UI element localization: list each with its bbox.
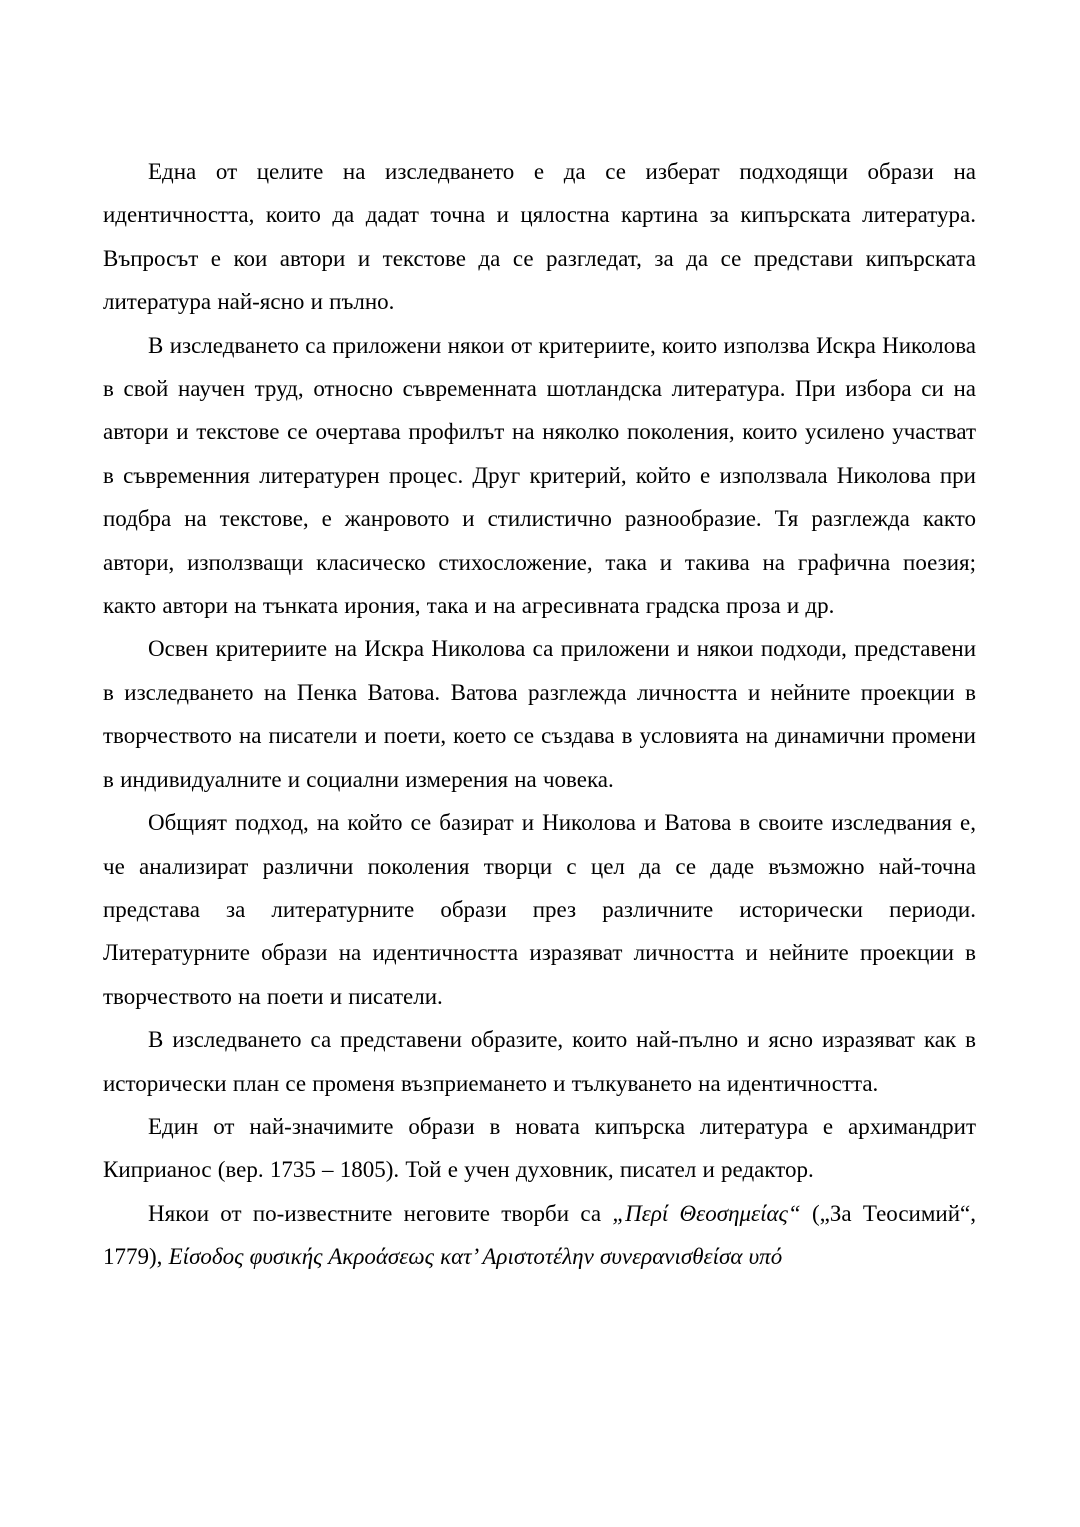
paragraph <box>103 150 976 324</box>
text-run: Освен критериите на Искра Николова са приложени и някои подходи, представени в изследването на Пенка Ватова. Ватова разглежда личността и нейните проекции в творчеството на писатели и поети, което се създава в условията на динамични промени в индивидуалните и социални измерения на човека. <box>103 636 976 792</box>
paragraph <box>103 324 976 628</box>
paragraph <box>103 1192 976 1279</box>
text-run-italic: Είσοδος φυσικής Ακροάσεως κατ’ Αριστοτέλην συνερανισθείσα υπό <box>168 1244 783 1270</box>
paragraph <box>103 1018 976 1105</box>
text-run-italic: „Περί Θεοσημείας“ <box>612 1200 801 1226</box>
text-run: В изследването са представени образите, които най-пълно и ясно изразяват как в исторически план се променя възприемането и тълкуването на идентичността. <box>103 1027 976 1096</box>
text-run: Някои от по-известните неговите творби са <box>148 1200 613 1226</box>
document-text-block <box>103 150 976 1279</box>
text-run: Общият подход, на който се базират и Николова и Ватова в своите изследвания е, че анализират различни поколения творци с цел да се даде възможно най-точна представа за литературните образи през различните исторически периоди. Литературните образи на идентичността изразяват личността и нейните проекции в творчеството на поети и писатели. <box>103 810 976 1009</box>
paragraph <box>103 1105 976 1192</box>
text-run: Една от целите на изследването е да се изберат подходящи образи на идентичността, които да дадат точна и цялостна картина за кипърската литература. Въпросът е кои автори и текстове да се разгледат, за да се представи кипърската литература най-ясно и пълно. <box>103 159 976 315</box>
paragraph <box>103 801 976 1018</box>
text-run: Един от най-значимите образи в новата кипърска литература е архимандрит Киприанос (вер. 1735 – 1805). Той е учен духовник, писател и редактор. <box>103 1113 976 1183</box>
paragraph <box>103 627 976 801</box>
text-run: („За Теосимий“, 1779), <box>103 1200 976 1270</box>
text-run: В изследването са приложени някои от критериите, които използва Искра Николова в свой научен труд, относно съвременната шотландска литература. При избора си на автори и текстове се очертава профилът на няколко поколения, които усилено участват в съвременния литературен процес. Друг критерий, който е използвала Николова при подбра на текстове, е жанровото и стилистично разнообразие. Тя разглежда както автори, използващи класическо стихосложение, така и такива на графична поезия; както автори на тънката ирония, така и на агресивната градска проза и др. <box>103 332 976 619</box>
